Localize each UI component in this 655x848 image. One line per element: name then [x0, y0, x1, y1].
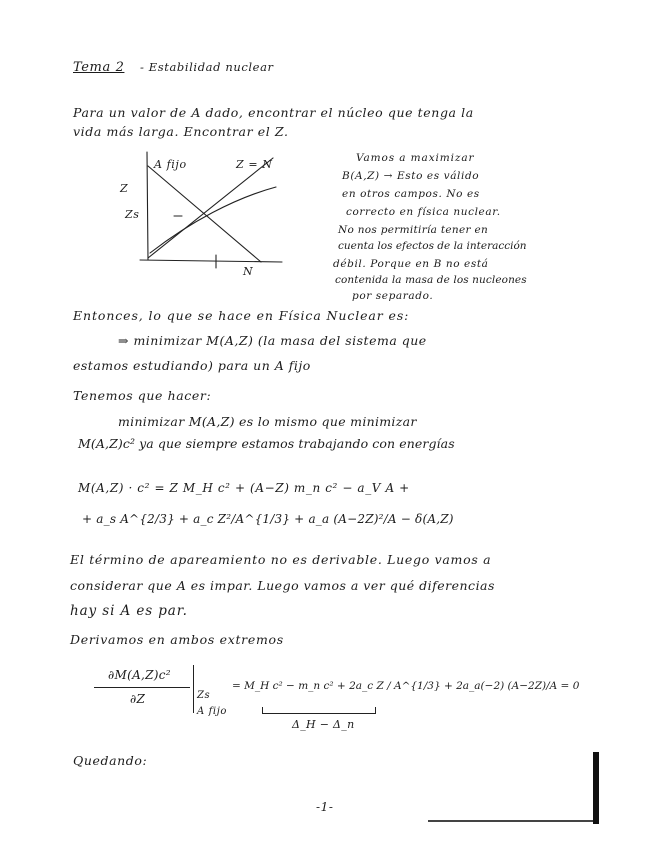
page-number: -1- — [316, 800, 334, 814]
body-line-1: Entonces, lo que se hace en Física Nuclear es: — [73, 308, 410, 323]
text2-line-1: El término de apareamiento no es derivable. Luego vamos a — [70, 552, 492, 567]
graph-fixed-a-line — [148, 166, 261, 262]
graph-stability-curve — [150, 187, 276, 253]
scan-edge-mark — [593, 752, 599, 824]
intro-line-1: Para un valor de A dado, encontrar el núcleo que tenga la — [73, 105, 474, 120]
text2-line-2: considerar que A es impar. Luego vamos a ver qué diferencias — [70, 578, 495, 593]
intro-line-2: vida más larga. Encontrar el Z. — [73, 124, 289, 139]
quedando-label: Quedando: — [73, 753, 148, 768]
note-line: B(A,Z) → Esto es válido — [342, 170, 480, 182]
graph-line-label: Z = N — [236, 158, 273, 171]
derive-intro: Derivamos en ambos extremos — [70, 632, 284, 647]
footer-rule — [428, 820, 596, 822]
note-line: Vamos a maximizar — [356, 152, 475, 164]
text2-line-3: hay si A es par. — [70, 603, 188, 619]
body-line-4: Tenemos que hacer: — [73, 388, 212, 403]
note-line: correcto en física nuclear. — [346, 206, 501, 218]
graph-z-equals-n-line — [148, 158, 273, 258]
page-subtitle: - Estabilidad nuclear — [140, 60, 274, 74]
page-title: Tema 2 — [73, 60, 125, 75]
derive-rhs: = M_H c² − m_n c² + 2a_c Z / A^{1/3} + 2a_a(−2) (A−2Z)/A = 0 — [232, 680, 580, 692]
equation-line-2: + a_s A^{2/3} + a_c Z²/A^{1/3} + a_a (A−2Z)²/A − δ(A,Z) — [82, 512, 454, 526]
graph-x-label: N — [243, 265, 254, 278]
derive-fraction-bar — [94, 687, 190, 688]
body-line-3: estamos estudiando) para un A fijo — [73, 358, 311, 373]
body-line-6: M(A,Z)c² ya que siempre estamos trabajando con energías — [78, 436, 455, 451]
equation-line-1: M(A,Z) · c² = Z M_H c² + (A−Z) m_n c² − a_V A + — [78, 481, 410, 495]
derive-lhs-denominator: ∂Z — [130, 692, 146, 706]
derive-eval-subscript-2: A fijo — [197, 706, 228, 717]
graph-y-axis — [147, 152, 148, 260]
graph-top-label: A fijo — [154, 158, 187, 171]
derive-lhs-numerator: ∂M(A,Z)c² — [108, 668, 171, 682]
body-line-5: minimizar M(A,Z) es lo mismo que minimizar — [118, 414, 417, 429]
derive-eval-subscript: Zs — [197, 690, 211, 701]
derive-underbrace — [262, 707, 376, 714]
note-line: por separado. — [352, 290, 434, 302]
graph-y-label: Z — [120, 182, 129, 195]
note-line: No nos permitiría tener en — [338, 224, 489, 236]
body-line-2: ⇒ minimizar M(A,Z) (la masa del sistema que — [118, 333, 427, 348]
derive-underbrace-label: Δ_H − Δ_n — [292, 718, 355, 731]
note-line: contenida la masa de los nucleones — [335, 274, 527, 286]
graph-zs-label: Zs — [125, 208, 140, 221]
note-line: débil. Porque en B no está — [333, 258, 489, 270]
derive-eval-bar — [193, 665, 194, 713]
note-line: en otros campos. No es — [342, 188, 480, 200]
note-line: cuenta los efectos de la interacción — [338, 240, 527, 252]
